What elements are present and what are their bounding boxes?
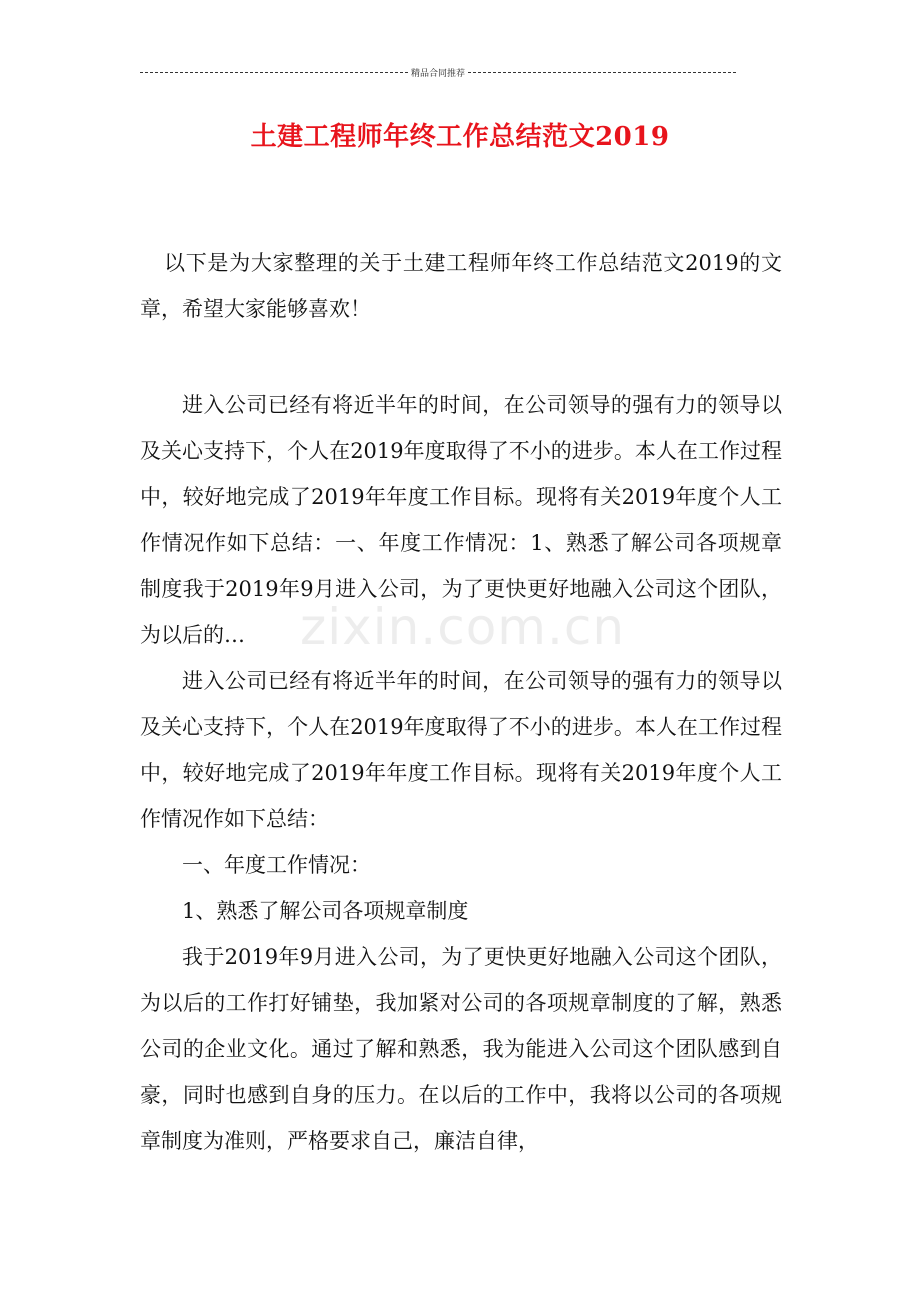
document-body <box>140 240 782 1164</box>
watermark-text: zixin.com.cn <box>300 598 626 656</box>
body-paragraph: 进入公司已经有将近半年的时间，在公司领导的强有力的领导以及关心支持下，个人在2019年度取得了不小的进步。本人在工作过程中，较好地完成了2019年年度工作目标。现将有关2019年度个人工作情况作如下总结：一、年度工作情况：1、熟悉了解公司各项规章制度我于2019年9月进入公司，为了更快更好地融入公司这个团队，为以后的… <box>140 393 782 647</box>
header-label: 精品合同推荐 <box>411 69 466 79</box>
section-heading: 一、年度工作情况： <box>182 853 371 877</box>
document-title: 土建工程师年终工作总结范文2019 <box>250 122 670 152</box>
intro-paragraph: 以下是为大家整理的关于土建工程师年终工作总结范文2019的文章，希望大家能够喜欢！ <box>140 251 782 321</box>
page-header <box>140 66 736 79</box>
header-divider-left <box>140 72 408 73</box>
paragraph-gap <box>140 332 782 382</box>
header-divider-right <box>468 72 736 73</box>
body-paragraph: 进入公司已经有将近半年的时间，在公司领导的强有力的领导以及关心支持下，个人在2019年度取得了不小的进步。本人在工作过程中，较好地完成了2019年年度工作目标。现将有关2019年度个人工作情况作如下总结： <box>140 669 782 831</box>
subsection-heading: 1、熟悉了解公司各项规章制度 <box>182 899 469 923</box>
body-paragraph: 我于2019年9月进入公司，为了更快更好地融入公司这个团队，为以后的工作打好铺垫，我加紧对公司的各项规章制度的了解，熟悉公司的企业文化。通过了解和熟悉，我为能进入公司这个团队感到自豪，同时也感到自身的压力。在以后的工作中，我将以公司的各项规章制度为准则，严格要求自己，廉洁自律， <box>140 945 782 1153</box>
